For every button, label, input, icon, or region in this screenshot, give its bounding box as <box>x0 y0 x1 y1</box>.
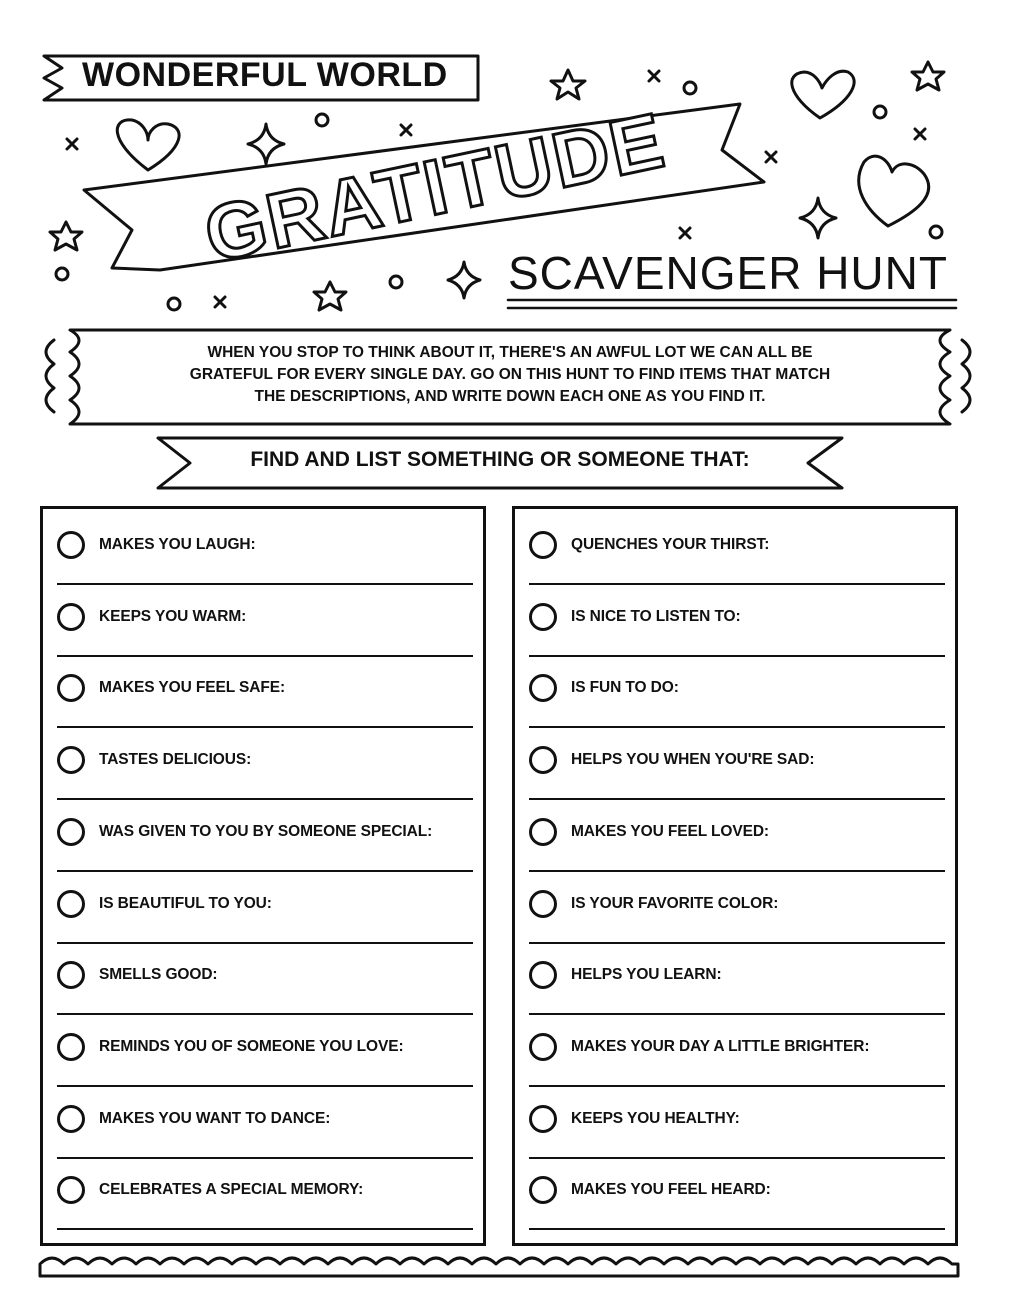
star-icon <box>50 222 82 250</box>
answer-line[interactable] <box>57 1013 473 1015</box>
checklist-label: MAKES YOU FEEL LOVED: <box>571 822 769 840</box>
checklist-label: MAKES YOU FEEL SAFE: <box>99 679 286 697</box>
x-icon <box>67 139 77 149</box>
circle-icon <box>168 298 180 310</box>
answer-line[interactable] <box>529 1228 945 1230</box>
heart-icon <box>859 156 929 226</box>
circle-icon <box>874 106 886 118</box>
checklist-item[interactable] <box>55 874 473 946</box>
checkbox-circle[interactable] <box>529 531 557 559</box>
x-icon <box>649 71 659 81</box>
answer-line[interactable] <box>529 870 945 872</box>
checkbox-circle[interactable] <box>529 818 557 846</box>
intro-text <box>120 342 900 408</box>
answer-line[interactable] <box>529 1013 945 1015</box>
intro-line: GRATEFUL FOR EVERY SINGLE DAY. GO ON THIS HUNT TO FIND ITEMS THAT MATCH <box>189 366 831 383</box>
checklist-item[interactable] <box>55 802 473 874</box>
brand-name: WONDERFUL WORLD <box>82 56 448 94</box>
x-icon <box>915 129 925 139</box>
checklist-item[interactable] <box>527 1089 945 1161</box>
checkbox-circle[interactable] <box>529 961 557 989</box>
checkbox-circle[interactable] <box>57 531 85 559</box>
circle-icon <box>56 268 68 280</box>
checklist-label: IS YOUR FAVORITE COLOR: <box>571 894 779 912</box>
checkbox-circle[interactable] <box>57 674 85 702</box>
checklist-item[interactable] <box>527 515 945 587</box>
title-text: GRATITUDE <box>197 95 673 279</box>
checklist-label: KEEPS YOU WARM: <box>99 607 247 625</box>
checklist-item[interactable] <box>527 1017 945 1089</box>
checkbox-circle[interactable] <box>529 746 557 774</box>
checklist-item[interactable] <box>55 587 473 659</box>
checkbox-circle[interactable] <box>57 1105 85 1133</box>
sparkle-icon <box>800 198 836 238</box>
left-checklist <box>40 506 486 1246</box>
checklist-label: MAKES YOUR DAY A LITTLE BRIGHTER: <box>571 1037 870 1055</box>
checklist-item[interactable] <box>527 945 945 1017</box>
checklist-item[interactable] <box>527 658 945 730</box>
subtitle-text: SCAVENGER HUNT <box>508 247 948 299</box>
checklist-item[interactable] <box>55 515 473 587</box>
answer-line[interactable] <box>57 726 473 728</box>
answer-line[interactable] <box>529 583 945 585</box>
answer-line[interactable] <box>529 1157 945 1159</box>
checkbox-circle[interactable] <box>57 746 85 774</box>
checklist-label: MAKES YOU LAUGH: <box>99 536 256 553</box>
checklist-label: IS NICE TO LISTEN TO: <box>571 607 741 625</box>
circle-icon <box>930 226 942 238</box>
checkbox-circle[interactable] <box>529 1176 557 1204</box>
checklist-label: MAKES YOU WANT TO DANCE: <box>99 1109 331 1127</box>
heart-icon <box>792 71 854 118</box>
answer-line[interactable] <box>57 583 473 585</box>
checklist-label: QUENCHES YOUR THIRST: <box>571 536 770 553</box>
checklist-label: CELEBRATES A SPECIAL MEMORY: <box>99 1181 364 1199</box>
star-icon <box>912 62 944 90</box>
checklist-label: HELPS YOU WHEN YOU'RE SAD: <box>571 751 815 769</box>
x-icon <box>401 125 411 135</box>
answer-line[interactable] <box>57 1157 473 1159</box>
checkbox-circle[interactable] <box>529 1033 557 1061</box>
checklist-label: MAKES YOU FEEL HEARD: <box>571 1181 771 1199</box>
checkbox-circle[interactable] <box>57 1176 85 1204</box>
wavy-left-edge <box>46 340 54 412</box>
checkbox-circle[interactable] <box>529 890 557 918</box>
x-icon <box>215 297 225 307</box>
answer-line[interactable] <box>529 655 945 657</box>
checklist-item[interactable] <box>527 587 945 659</box>
answer-line[interactable] <box>529 942 945 944</box>
answer-line[interactable] <box>57 1228 473 1230</box>
checkbox-circle[interactable] <box>57 961 85 989</box>
checklist-label: SMELLS GOOD: <box>99 966 218 984</box>
checklist-item[interactable] <box>527 1160 945 1232</box>
intro-line: WHEN YOU STOP TO THINK ABOUT IT, THERE'S AN AWFUL LOT WE CAN ALL BE <box>207 344 813 361</box>
checkbox-circle[interactable] <box>57 1033 85 1061</box>
checklist-item[interactable] <box>527 730 945 802</box>
checkbox-circle[interactable] <box>529 603 557 631</box>
x-icon <box>766 152 776 162</box>
subtitle-underline <box>508 300 956 308</box>
wavy-right-edge <box>962 340 970 412</box>
checklist-label: HELPS YOU LEARN: <box>571 966 722 984</box>
list-heading: FIND AND LIST SOMETHING OR SOMEONE THAT: <box>250 448 750 471</box>
checklist-label: IS BEAUTIFUL TO YOU: <box>99 894 272 912</box>
sparkle-icon <box>448 262 480 298</box>
checklist-item[interactable] <box>55 1017 473 1089</box>
checklist-item[interactable] <box>527 802 945 874</box>
right-checklist <box>512 506 958 1246</box>
checklist-item[interactable] <box>55 1160 473 1232</box>
answer-line[interactable] <box>57 655 473 657</box>
answer-line[interactable] <box>529 798 945 800</box>
checklist-item[interactable] <box>55 730 473 802</box>
star-icon <box>314 282 346 310</box>
intro-line: THE DESCRIPTIONS, AND WRITE DOWN EACH ONE AS YOU FIND IT. <box>254 388 766 405</box>
wavy-border <box>40 1258 958 1276</box>
checkbox-circle[interactable] <box>57 818 85 846</box>
checklist-item[interactable] <box>527 874 945 946</box>
checklist-label: REMINDS YOU OF SOMEONE YOU LOVE: <box>99 1037 404 1055</box>
checkbox-circle[interactable] <box>57 603 85 631</box>
checklist-item[interactable] <box>55 1089 473 1161</box>
checkbox-circle[interactable] <box>529 674 557 702</box>
checklist-label: WAS GIVEN TO YOU BY SOMEONE SPECIAL: <box>99 822 433 840</box>
answer-line[interactable] <box>529 1085 945 1087</box>
checklist-label: TASTES DELICIOUS: <box>99 751 252 769</box>
checkbox-circle[interactable] <box>529 1105 557 1133</box>
checklist-item[interactable] <box>55 945 473 1017</box>
answer-line[interactable] <box>57 798 473 800</box>
x-icon <box>680 228 690 238</box>
circle-icon <box>684 82 696 94</box>
answer-line[interactable] <box>57 942 473 944</box>
checklist-item[interactable] <box>55 658 473 730</box>
sparkle-icon <box>248 124 284 164</box>
answer-line[interactable] <box>57 870 473 872</box>
circle-icon <box>316 114 328 126</box>
heart-icon <box>117 120 179 170</box>
checkbox-circle[interactable] <box>57 890 85 918</box>
star-icon <box>551 70 585 99</box>
checklist-label: IS FUN TO DO: <box>571 679 679 697</box>
answer-line[interactable] <box>57 1085 473 1087</box>
checklist-label: KEEPS YOU HEALTHY: <box>571 1109 740 1127</box>
answer-line[interactable] <box>529 726 945 728</box>
circle-icon <box>390 276 402 288</box>
